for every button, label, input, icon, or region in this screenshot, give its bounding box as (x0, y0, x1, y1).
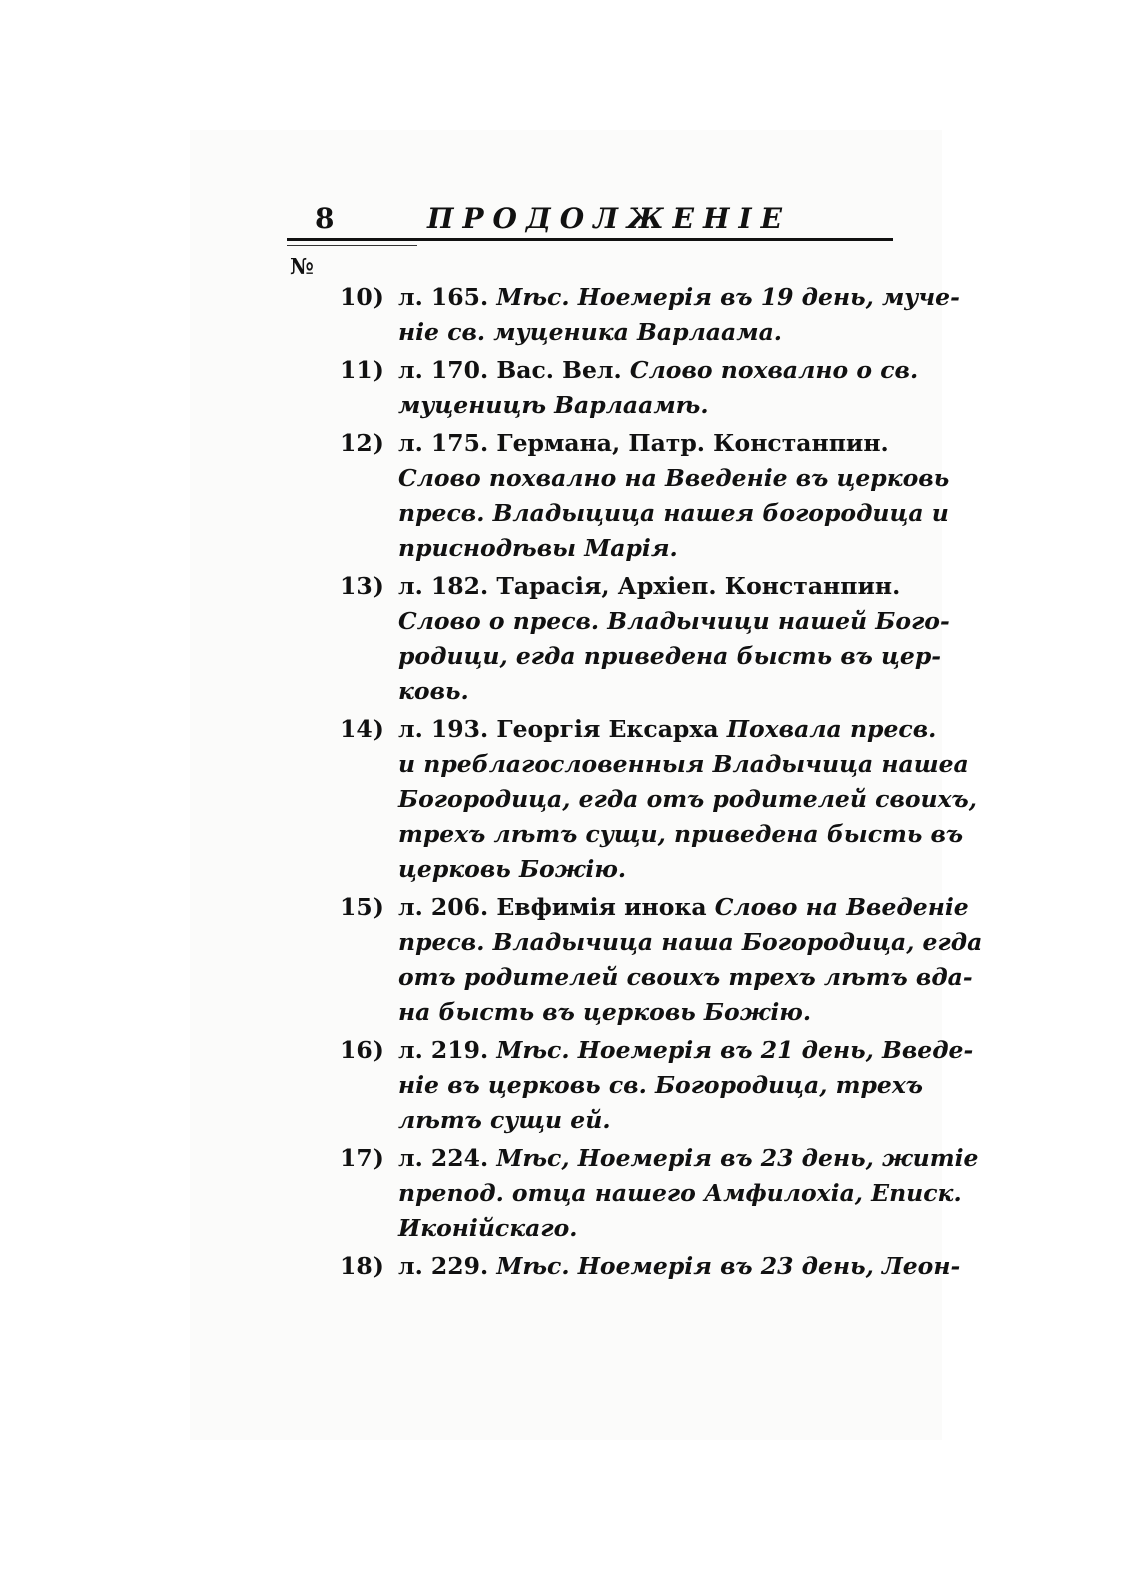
entry-line (398, 426, 902, 461)
catalog-entry (340, 1141, 979, 1246)
entry-text: ніе св. муценика Варлаама. (398, 318, 782, 346)
catalog-entries (340, 280, 983, 1287)
entry-text: л. 219. (398, 1036, 497, 1064)
entry-text: пресв. Владыцица нашея богородица и (398, 499, 949, 527)
entry-text: пресв. Владычица наша Богородица, егда (398, 928, 983, 956)
entry-text: л. 170. Вас. Вел. (398, 356, 630, 384)
entry-text: Мѣс, Ноемерія въ 23 день, житіе (496, 1144, 979, 1172)
entry-text: и преблагословенныя Владычица нашеа (398, 750, 969, 778)
entry-text: на бысть въ церковь Божію. (398, 998, 812, 1026)
entry-line (398, 639, 942, 674)
running-title: ПРОДОЛЖЕНІЕ (427, 202, 791, 235)
entry-line (398, 995, 902, 1030)
entry-line (398, 1033, 974, 1068)
entry-text: Мѣс. Ноемерія въ 23 день, Леон- (496, 1252, 961, 1280)
entry-text: ковь. (398, 677, 469, 705)
entry-number: 18) (340, 1252, 384, 1280)
entry-line (398, 1176, 962, 1211)
catalog-entry (340, 426, 950, 566)
entry-number: 11) (340, 356, 384, 384)
entry-text: Мѣс. Ноемерія въ 21 день, Введе- (496, 1036, 974, 1064)
entry-text: Слово о пресв. Владычици нашей Бого- (398, 607, 950, 635)
entry-line (398, 1141, 979, 1176)
entry-text: ніе въ церковь св. Богородица, трехъ (398, 1071, 923, 1099)
entry-text: Слово похвално о св. (629, 356, 919, 384)
entry-line (398, 353, 919, 388)
entry-text: лѣтъ сущи ей. (398, 1106, 611, 1134)
entry-text: церковь Божію. (398, 855, 627, 883)
entry-number: 16) (340, 1036, 384, 1064)
numero-label: № (290, 254, 314, 280)
entry-text: Слово на Введеніе (714, 893, 969, 921)
entry-number: 13) (340, 572, 384, 600)
catalog-entry (340, 280, 960, 350)
entry-text: Похвала пресв. (726, 715, 937, 743)
entry-line (398, 496, 949, 531)
entry-line (398, 1211, 902, 1246)
catalog-entry (340, 1249, 961, 1284)
entry-line (398, 1068, 923, 1103)
header-rule-accent (287, 245, 417, 246)
entry-line (398, 925, 983, 960)
entry-line (398, 712, 937, 747)
entry-line (398, 1103, 902, 1138)
page-header (287, 200, 893, 240)
entry-line (398, 747, 969, 782)
catalog-entry (340, 1033, 974, 1138)
catalog-entry (340, 353, 919, 423)
entry-text: Богородица, егда отъ родителей своихъ, (398, 785, 977, 813)
entry-text: родици, егда приведена бысть въ цер- (398, 642, 942, 670)
entry-text: л. 182. Тарасія, Архіеп. Констанпин. (398, 572, 901, 600)
entry-line (398, 782, 977, 817)
entry-line (398, 461, 950, 496)
entry-number: 15) (340, 893, 384, 921)
entry-line (398, 1249, 961, 1284)
entry-text: Слово похвално на Введеніе въ церковь (398, 464, 950, 492)
entry-number: 12) (340, 429, 384, 457)
entry-number: 10) (340, 283, 384, 311)
entry-text: отъ родителей своихъ трехъ лѣтъ вда- (398, 963, 973, 991)
catalog-entry (340, 890, 983, 1030)
entry-text: Мѣс. Ноемерія въ 19 день, муче- (496, 283, 960, 311)
entry-line (398, 817, 964, 852)
entry-text: препод. отца нашего Амфилохіа, Еписк. (398, 1179, 962, 1207)
entry-line (398, 604, 950, 639)
entry-text: л. 224. (398, 1144, 497, 1172)
entry-text: л. 175. Германа, Патр. Констанпин. (398, 429, 889, 457)
catalog-entry (340, 569, 950, 709)
entry-text: л. 193. Георгія Ексарха (398, 715, 727, 743)
entry-text: л. 229. (398, 1252, 497, 1280)
entry-number: 17) (340, 1144, 384, 1172)
entry-line (398, 960, 973, 995)
entry-text: Иконійскаго. (398, 1214, 578, 1242)
entry-line (398, 531, 902, 566)
entry-line (398, 315, 902, 350)
entry-line (398, 388, 902, 423)
entry-line (398, 674, 902, 709)
entry-line (398, 280, 960, 315)
entry-text: трехъ лѣтъ сущи, приведена бысть въ (398, 820, 964, 848)
header-rule (287, 238, 893, 241)
catalog-entry (340, 712, 977, 887)
entry-text: муценицѣ Варлаамѣ. (398, 391, 709, 419)
entry-text: приснодѣвы Марія. (398, 534, 678, 562)
entry-line (398, 569, 902, 604)
entry-line (398, 890, 969, 925)
entry-number: 14) (340, 715, 384, 743)
entry-text: л. 165. (398, 283, 497, 311)
entry-text: л. 206. Евфимія инока (398, 893, 715, 921)
page-number: 8 (315, 202, 335, 235)
entry-line (398, 852, 902, 887)
